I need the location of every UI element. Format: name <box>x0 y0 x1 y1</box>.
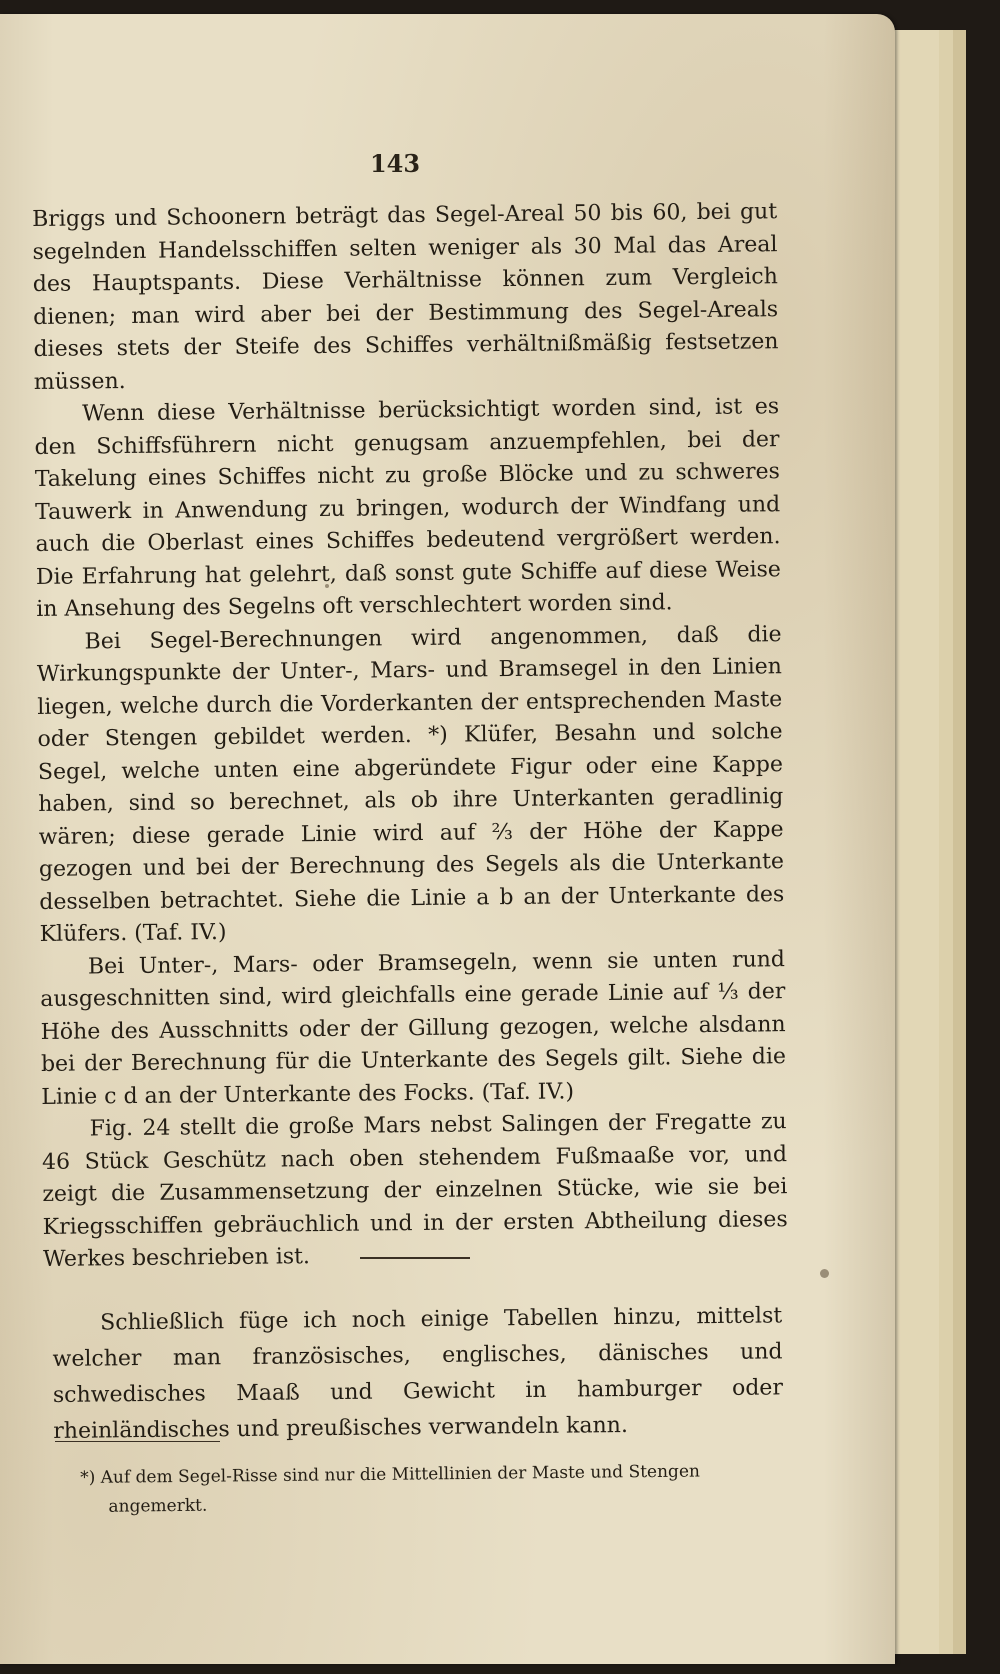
footnote <box>80 1457 791 1522</box>
book-page <box>0 14 895 1664</box>
page-number: 143 <box>369 149 421 178</box>
paragraph: Bei Unter-, Mars- oder Bramsegeln, wenn sie unten rund ausgeschnitten sind, wird gleichfalls eine gerade Linie auf ⅓ der Höhe des Ausschnitts oder der Gillung gezogen, welche alsdann bei der Berechnung für die Unterkante des Segels gilt. Siehe die Linie c d an der Unterkante des Focks. (Taf. IV.) <box>40 946 787 1110</box>
paragraph: Fig. 24 stellt die große Mars nebst Salingen der Fregatte zu 46 Stück Geschütz nach oben stehendem Fußmaaße vor, und zeigt die Zusammensetzung der einzelnen Stücke, wie sie bei Kriegsschiffen gebräuchlich und in der ersten Abtheilung dieses Werkes beschrieben ist. <box>41 1109 788 1272</box>
paragraph: Briggs und Schoonern beträgt das Segel-Areal 50 bis 60, bei gut segelnden Handelsschiffen selten weniger als 30 Mal das Areal des Hauptspants. Diese Verhältnisse können zum Vergleich dienen; man wird aber bei der Bestimmung des Segel-Areals dieses stets der Steife des Schiffes verhältnißmäßig festsetzen müssen. <box>32 199 779 395</box>
closing-paragraph <box>52 1298 783 1450</box>
section-divider <box>360 1257 470 1259</box>
body-text <box>32 196 788 1276</box>
paragraph: Schließlich füge ich noch einige Tabellen hinzu, mittelst welcher man französisches, englisches, dänisches und schwedisches Maaß und Gewicht in hamburger oder rheinländisches und preußisches verwandeln kann. <box>52 1303 784 1444</box>
paragraph: Wenn diese Verhältnisse berücksichtigt worden sind, ist es den Schiffsführern nicht genugsam anzuempfehlen, bei der Takelung eines Schiffes nicht zu große Blöcke und zu schweres Tauwerk in Anwendung zu bringen, wodurch der Windfang und auch die Oberlast eines Schiffes bedeutend vergrößert werden. Die Erfahrung hat gelehrt, daß sonst gute Schiffe auf diese Weise in Ansehung des Segelns oft verschlechtert worden sind. <box>34 394 781 622</box>
paper-stain <box>325 584 329 588</box>
footnote-text: *) Auf dem Segel-Risse sind nur die Mittellinien der Maste und Stengen angemerkt. <box>80 1461 701 1517</box>
page-edge <box>888 30 939 1654</box>
footnote-rule <box>55 1441 220 1442</box>
paragraph: Bei Segel-Berechnungen wird angenommen, daß die Wirkungspunkte der Unter-, Mars- und Bramsegel in den Linien liegen, welche durch die Vorderkanten der entsprechenden Maste oder Stengen gebildet werden. *) Klüfer, Besahn und solche Segel, welche unten eine abgeründete Figur oder eine Kappe haben, sind so berechnet, als ob ihre Unterkanten geradlinig wären; diese gerade Linie wird auf ⅔ der Höhe der Kappe gezogen und bei der Berechnung des Segels als die Unterkante desselben betrachtet. Siehe die Linie a b an der Unterkante des Klüfers. (Taf. IV.) <box>36 621 785 947</box>
paper-stain <box>820 1269 829 1278</box>
